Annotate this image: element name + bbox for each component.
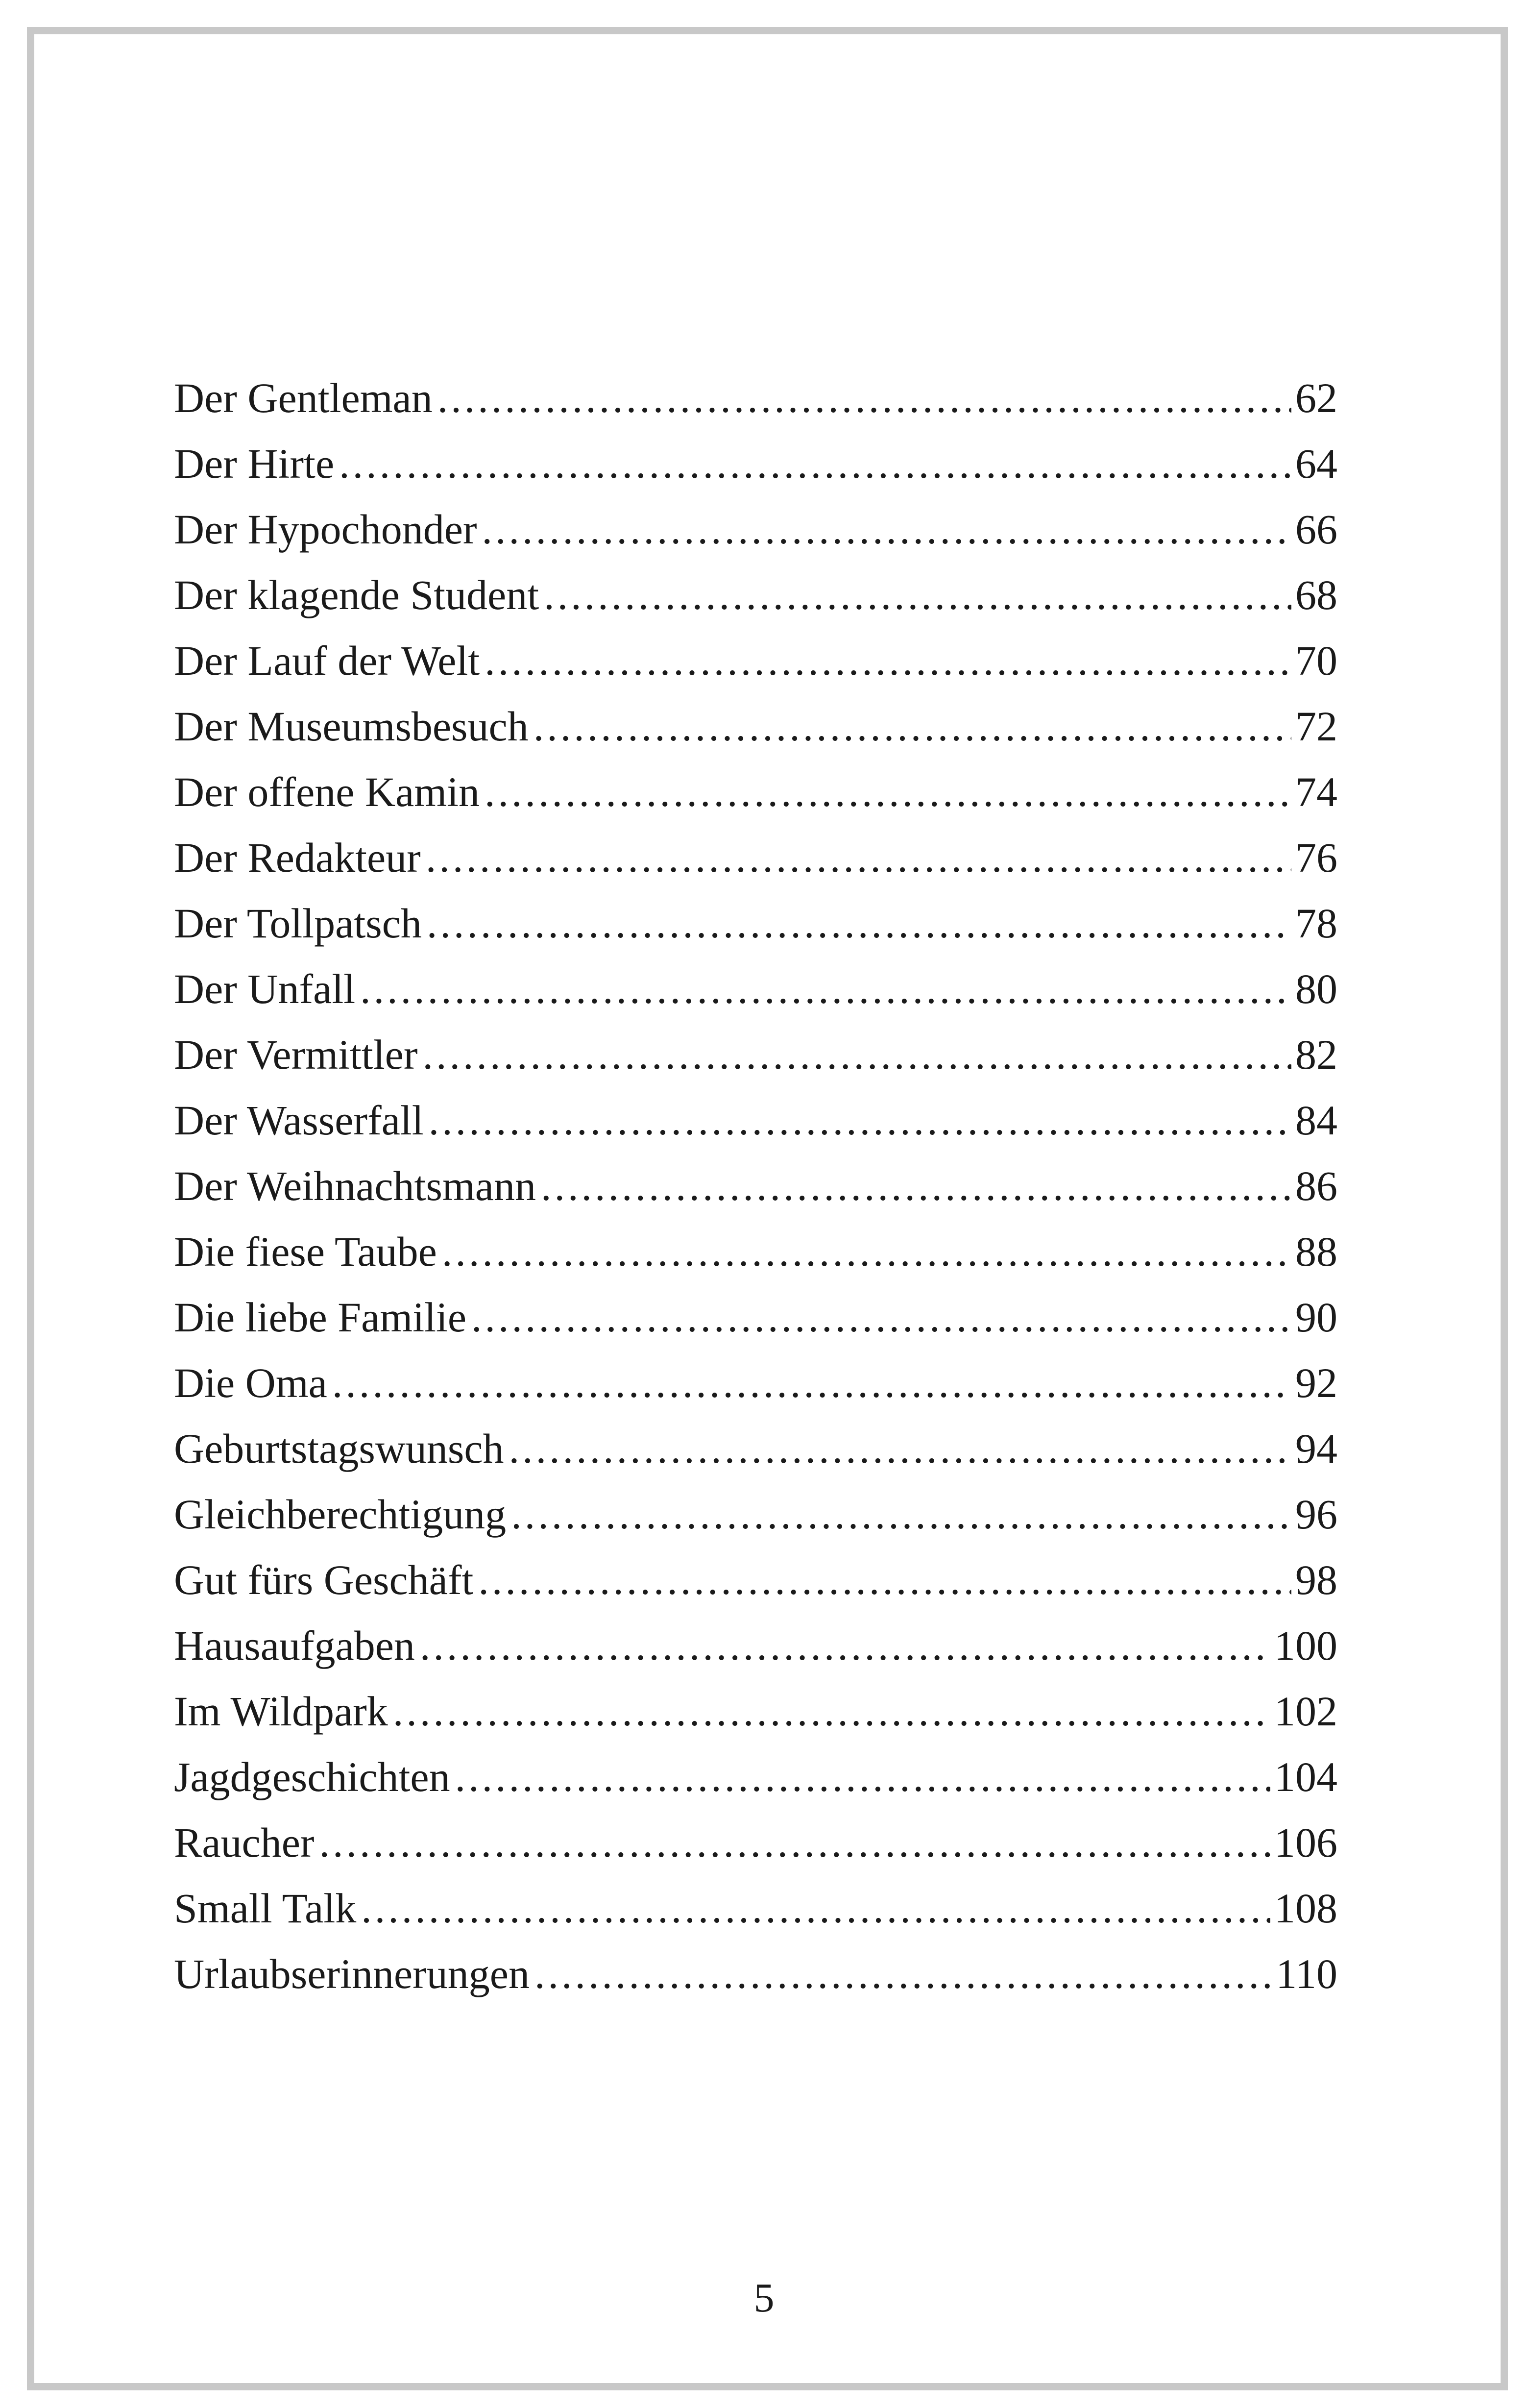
dot-leader — [423, 1022, 1291, 1087]
toc-entry-page: 72 — [1295, 703, 1337, 750]
dot-leader — [442, 1219, 1291, 1284]
toc-entry — [174, 890, 1337, 956]
toc-entry-page: 66 — [1295, 506, 1337, 553]
toc-entry-page: 86 — [1295, 1162, 1337, 1209]
toc-entry-title: Gut fürs Geschäft — [174, 1556, 474, 1603]
dot-leader — [544, 562, 1291, 628]
toc-entry — [174, 562, 1337, 628]
dot-leader — [361, 1875, 1270, 1941]
dot-leader — [427, 890, 1291, 956]
toc-entry — [174, 1219, 1337, 1284]
toc-entry — [174, 496, 1337, 562]
toc-entry — [174, 1744, 1337, 1810]
toc-entry-page: 64 — [1295, 440, 1337, 487]
toc-entry-title: Der offene Kamin — [174, 768, 480, 815]
toc-entry-page: 90 — [1295, 1294, 1337, 1341]
dot-leader — [534, 693, 1291, 759]
toc-entry-page: 98 — [1295, 1556, 1337, 1603]
toc-entry-title: Der Unfall — [174, 965, 356, 1012]
toc-entry — [174, 1022, 1337, 1087]
dot-leader — [485, 628, 1291, 693]
dot-leader — [332, 1350, 1291, 1416]
toc-entry-title: Im Wildpark — [174, 1688, 388, 1735]
toc-entry-title: Der Hirte — [174, 440, 335, 487]
page-number: 5 — [753, 2275, 775, 2321]
table-of-contents — [174, 365, 1337, 2007]
toc-entry-title: Der Lauf der Welt — [174, 637, 480, 684]
toc-entry-page: 110 — [1276, 1950, 1337, 1997]
toc-entry — [174, 628, 1337, 693]
toc-entry-title: Geburtstagswunsch — [174, 1425, 504, 1472]
toc-entry-title: Der Hypochonder — [174, 506, 477, 553]
dot-leader — [437, 365, 1291, 431]
dot-leader — [426, 825, 1291, 890]
toc-entry-page: 68 — [1295, 571, 1337, 618]
toc-entry — [174, 1481, 1337, 1547]
toc-entry-page: 106 — [1274, 1819, 1337, 1866]
toc-entry — [174, 1810, 1337, 1875]
toc-entry-title: Hausaufgaben — [174, 1622, 415, 1669]
toc-entry-title: Der Tollpatsch — [174, 900, 422, 947]
toc-entry — [174, 1941, 1337, 2007]
dot-leader — [482, 496, 1291, 562]
dot-leader — [360, 956, 1291, 1022]
dot-leader — [511, 1481, 1291, 1547]
toc-entry-title: Gleichberechtigung — [174, 1491, 507, 1538]
toc-entry-title: Der klagende Student — [174, 571, 539, 618]
dot-leader — [534, 1941, 1272, 2007]
toc-entry-page: 102 — [1274, 1688, 1337, 1735]
toc-entry-page: 62 — [1295, 374, 1337, 421]
toc-entry-title: Der Weihnachtsmann — [174, 1162, 536, 1209]
toc-entry-title: Urlaubserinnerungen — [174, 1950, 530, 1997]
toc-entry-title: Die fiese Taube — [174, 1228, 437, 1275]
dot-leader — [420, 1613, 1270, 1678]
toc-entry-title: Der Vermittler — [174, 1031, 418, 1078]
toc-entry — [174, 1875, 1337, 1941]
toc-entry — [174, 1547, 1337, 1613]
dot-leader — [339, 431, 1291, 496]
dot-leader — [471, 1284, 1291, 1350]
toc-entry-page: 100 — [1274, 1622, 1337, 1669]
dot-leader — [478, 1547, 1291, 1613]
toc-entry-title: Die liebe Familie — [174, 1294, 467, 1341]
toc-entry-title: Die Oma — [174, 1359, 327, 1406]
toc-entry-page: 92 — [1295, 1359, 1337, 1406]
toc-entry — [174, 1087, 1337, 1153]
dot-leader — [509, 1416, 1291, 1481]
toc-entry — [174, 431, 1337, 496]
toc-entry-page: 80 — [1295, 965, 1337, 1012]
toc-entry-page: 74 — [1295, 768, 1337, 815]
toc-entry-title: Jagdgeschichten — [174, 1753, 450, 1800]
toc-entry-title: Small Talk — [174, 1885, 357, 1932]
toc-entry-page: 70 — [1295, 637, 1337, 684]
toc-entry-title: Der Museumsbesuch — [174, 703, 529, 750]
toc-entry — [174, 1416, 1337, 1481]
toc-entry — [174, 1350, 1337, 1416]
toc-entry-page: 76 — [1295, 834, 1337, 881]
toc-entry — [174, 759, 1337, 825]
toc-entry — [174, 956, 1337, 1022]
toc-entry-page: 88 — [1295, 1228, 1337, 1275]
toc-entry — [174, 365, 1337, 431]
dot-leader — [485, 759, 1291, 825]
toc-entry-page: 82 — [1295, 1031, 1337, 1078]
toc-entry-title: Der Gentleman — [174, 374, 433, 421]
toc-entry-title: Der Redakteur — [174, 834, 421, 881]
toc-entry — [174, 825, 1337, 890]
toc-entry — [174, 1613, 1337, 1678]
dot-leader — [393, 1678, 1270, 1744]
toc-entry — [174, 1284, 1337, 1350]
toc-entry-title: Raucher — [174, 1819, 315, 1866]
toc-entry — [174, 1678, 1337, 1744]
toc-entry-page: 96 — [1295, 1491, 1337, 1538]
dot-leader — [319, 1810, 1270, 1875]
dot-leader — [429, 1087, 1291, 1153]
toc-entry-title: Der Wasserfall — [174, 1097, 424, 1144]
toc-entry — [174, 1153, 1337, 1219]
toc-entry — [174, 693, 1337, 759]
toc-entry-page: 104 — [1274, 1753, 1337, 1800]
toc-entry-page: 108 — [1274, 1885, 1337, 1932]
dot-leader — [541, 1153, 1291, 1219]
dot-leader — [455, 1744, 1270, 1810]
toc-entry-page: 78 — [1295, 900, 1337, 947]
toc-entry-page: 94 — [1295, 1425, 1337, 1472]
toc-entry-page: 84 — [1295, 1097, 1337, 1144]
